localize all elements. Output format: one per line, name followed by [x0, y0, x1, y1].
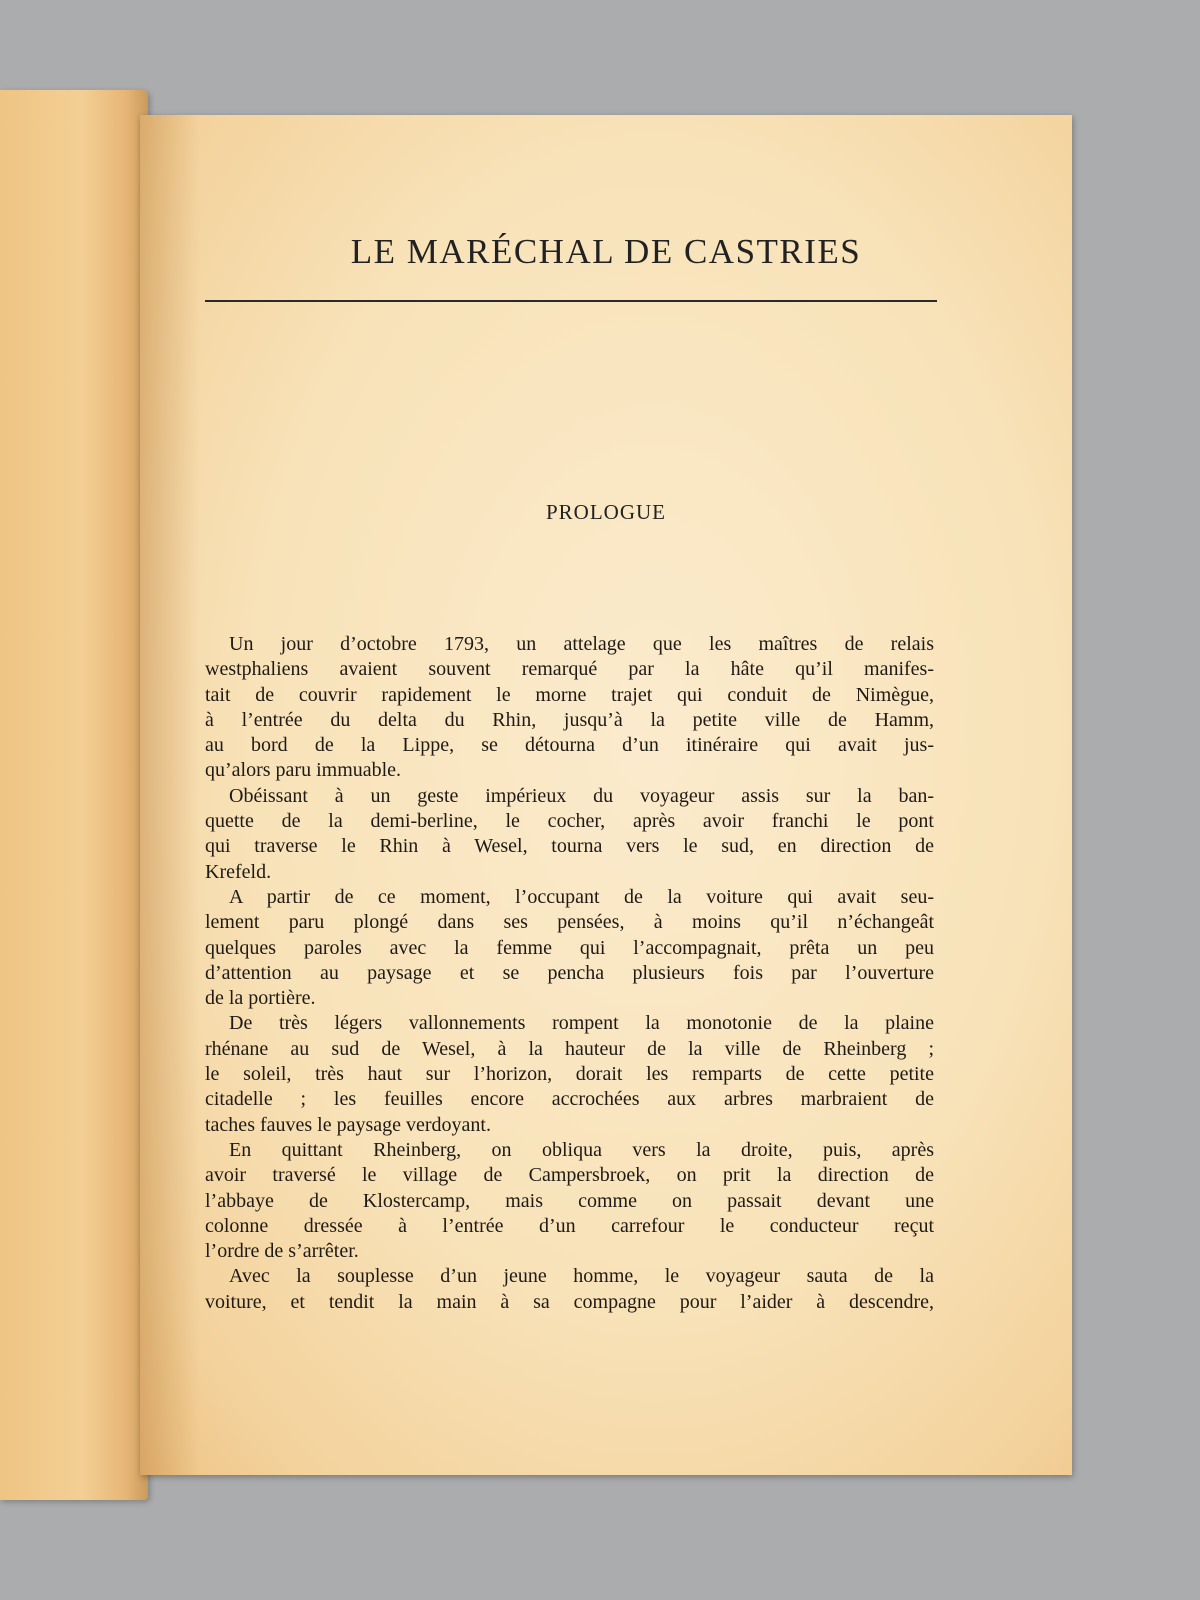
title-rule	[205, 300, 937, 302]
text-line: westphaliens avaient souvent remarqué par la hâte qu’il manifes-	[205, 658, 934, 681]
paragraph	[205, 784, 934, 885]
text-line: quette de la demi-berline, le cocher, après avoir franchi le pont	[205, 810, 934, 833]
text-line: tait de couvrir rapidement le morne trajet qui conduit de Nimègue,	[205, 683, 934, 706]
paragraph	[205, 1138, 934, 1264]
text-line: citadelle ; les feuilles encore accrochées aux arbres marbraient de	[205, 1088, 934, 1111]
text-line: d’attention au paysage et se pencha plusieurs fois par l’ouverture	[205, 961, 934, 984]
text-line: voiture, et tendit la main à sa compagne pour l’aider à descendre,	[205, 1290, 934, 1313]
text-line: au bord de la Lippe, se détourna d’un itinéraire qui avait jus-	[205, 734, 934, 757]
text-line: taches fauves le paysage verdoyant.	[205, 1113, 491, 1136]
text-line: l’abbaye de Klostercamp, mais comme on passait devant une	[205, 1189, 934, 1212]
paragraph	[205, 632, 934, 784]
text-line: avoir traversé le village de Campersbroek, on prit la direction de	[205, 1164, 934, 1187]
text-line: qui traverse le Rhin à Wesel, tourna vers le sud, en direction de	[205, 835, 934, 858]
left-page-edge	[0, 90, 148, 1500]
text-line: quelques paroles avec la femme qui l’accompagnait, prêta un peu	[205, 936, 934, 959]
text-line: Un jour d’octobre 1793, un attelage que les maîtres de relais	[229, 633, 934, 655]
text-line: A partir de ce moment, l’occupant de la voiture qui avait seu-	[229, 885, 934, 908]
text-line: lement paru plongé dans ses pensées, à moins qu’il n’échangeât	[205, 911, 934, 934]
paragraph	[205, 1264, 934, 1315]
text-line: De très légers vallonnements rompent la monotonie de la plaine	[229, 1012, 934, 1035]
text-line: Krefeld.	[205, 860, 272, 883]
text-line: le soleil, très haut sur l’horizon, dorait les remparts de cette petite	[205, 1063, 934, 1086]
text-line: En quittant Rheinberg, on obliqua vers la droite, puis, après	[229, 1138, 934, 1161]
body-text	[205, 632, 934, 1315]
text-line: à l’entrée du delta du Rhin, jusqu’à la petite ville de Hamm,	[205, 708, 934, 731]
section-heading: PROLOGUE	[545, 500, 666, 524]
text-line: colonne dressée à l’entrée d’un carrefour le conducteur reçut	[205, 1214, 934, 1237]
text-line: l’ordre de s’arrêter.	[205, 1240, 359, 1263]
text-line: Obéissant à un geste impérieux du voyageur assis sur la ban-	[229, 784, 934, 807]
text-line: qu’alors paru immuable.	[205, 759, 402, 782]
chapter-title: LE MARÉCHAL DE CASTRIES	[350, 232, 862, 271]
paragraph	[205, 1011, 934, 1137]
text-line: de la portière.	[205, 987, 316, 1010]
text-line: rhénane au sud de Wesel, à la hauteur de la ville de Rheinberg ;	[205, 1037, 934, 1060]
text-line: Avec la souplesse d’un jeune homme, le voyageur sauta de la	[229, 1265, 934, 1288]
paragraph	[205, 885, 934, 1011]
